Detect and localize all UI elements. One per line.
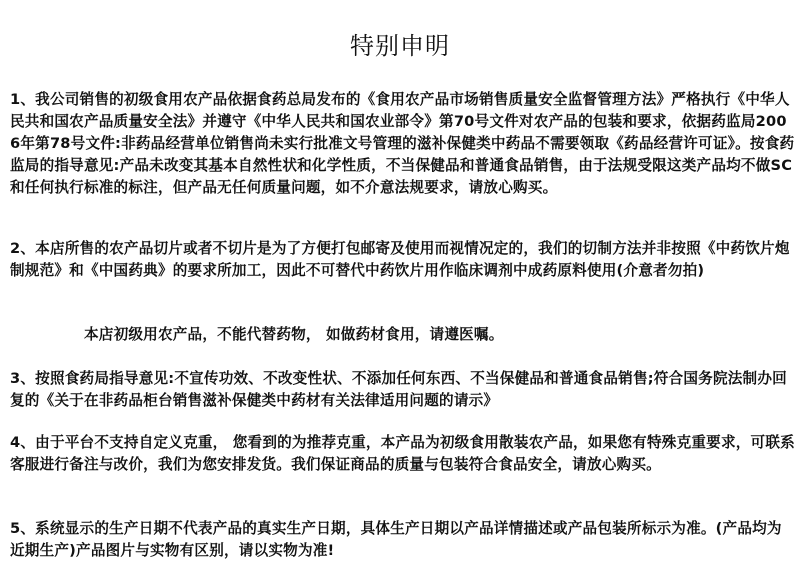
statement-paragraph-5: 5、系统显示的生产日期不代表产品的真实生产日期，具体生产日期以产品详情描述或产品包装所标示为准。(产品均为近期生产)产品图片与实物有区别，请以实物为准! [10,520,782,559]
notice-line: 本店初级用农产品，不能代替药物， 如做药材食用，请遵医嘱。 [84,326,504,343]
statement-paragraph-2: 2、本店所售的农产品切片或者不切片是为了方便打包邮寄及使用而视情况定的，我们的切制方法并非按照《中药饮片炮制规范》和《中国药典》的要求所加工，因此不可替代中药饮片用作临床调剂中成药原料使用(介意者勿拍) [10,240,790,279]
page-title: 特别申明 [350,32,450,60]
statement-paragraph-1: 1、我公司销售的初级食用农产品依据食药总局发布的《食用农产品市场销售质量安全监督管理方法》严格执行《中华人民共和国农产品质量安全法》并遵守《中华人民共和国农业部令》第70号文件对农产品的包装和要求，依据药监局2006年第78号文件:非药品经营单位销售尚未实行批准文号管理的滋补保健类中药品不需要领取《药品经营许可证》。按食药监局的指导意见:产品未改变其基本自然性状和化学性质，不当保健品和普通食品销售，由于法规受限这类产品均不做SC和任何执行标准的标注，但产品无任何质量问题，如不介意法规要求，请放心购买。 [10,91,795,196]
statement-paragraph-3: 3、按照食药局指导意见:不宣传功效、不改变性状、不添加任何东西、不当保健品和普通食品销售;符合国务院法制办回复的《关于在非药品柜台销售滋补保健类中药材有关法律适用问题的请示》 [10,370,787,409]
statement-paragraph-4: 4、由于平台不支持自定义克重， 您看到的为推荐克重，本产品为初级食用散装农产品，如果您有特殊克重要求，可联系客服进行备注与改价，我们为您安排发货。我们保证商品的质量与包装符合食品安全，请放心购买。 [10,434,795,473]
